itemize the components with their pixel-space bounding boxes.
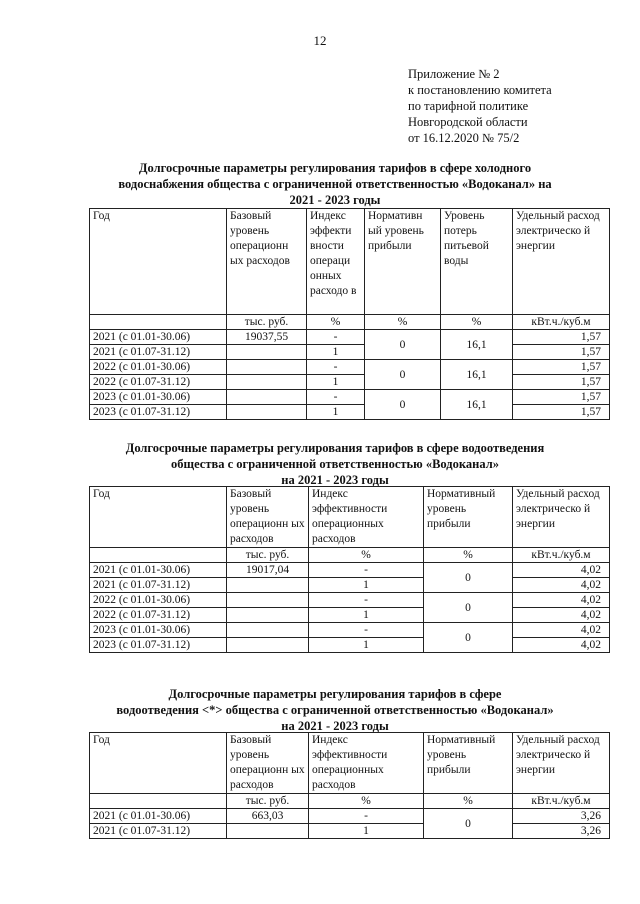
table-row — [90, 824, 610, 839]
energy-cell: 1,57 — [513, 345, 610, 360]
year-cell: 2023 (с 01.07-31.12) — [90, 405, 227, 420]
base-cell — [227, 360, 307, 375]
header-cell: Удельный расход электрическо й энергии — [513, 209, 610, 315]
table-row — [90, 405, 610, 420]
table2-header-row — [90, 487, 610, 548]
index-cell: - — [309, 623, 424, 638]
table-row — [90, 375, 610, 390]
table-row — [90, 345, 610, 360]
table-row — [90, 638, 610, 653]
unit-cell: % — [309, 548, 424, 563]
base-cell: 19017,04 — [227, 563, 309, 578]
year-cell: 2022 (с 01.07-31.12) — [90, 375, 227, 390]
index-cell: 1 — [309, 824, 424, 839]
energy-cell: 4,02 — [513, 623, 610, 638]
index-cell: 1 — [309, 608, 424, 623]
energy-cell: 1,57 — [513, 330, 610, 345]
year-cell: 2021 (с 01.01-30.06) — [90, 330, 227, 345]
approval-line: Новгородской области — [408, 115, 528, 129]
table-row — [90, 809, 610, 824]
base-cell — [227, 638, 309, 653]
approval-block — [408, 66, 552, 146]
unit-cell — [90, 315, 227, 330]
base-cell — [227, 375, 307, 390]
table3-units-row — [90, 794, 610, 809]
year-cell: 2022 (с 01.01-30.06) — [90, 360, 227, 375]
losses-cell: 16,1 — [441, 360, 513, 390]
base-cell — [227, 345, 307, 360]
unit-cell: кВт.ч./куб.м — [513, 548, 610, 563]
approval-line: к постановлению комитета — [408, 83, 552, 97]
year-cell: 2023 (с 01.01-30.06) — [90, 623, 227, 638]
year-cell: 2022 (с 01.07-31.12) — [90, 608, 227, 623]
unit-cell: кВт.ч./куб.м — [513, 794, 610, 809]
table-row — [90, 360, 610, 375]
header-cell: Удельный расход электрическо й энергии — [513, 487, 610, 548]
approval-line: по тарифной политике — [408, 99, 529, 113]
table3-title — [70, 686, 600, 734]
header-cell: Базовый уровень операционн ых расходов — [227, 209, 307, 315]
energy-cell: 4,02 — [513, 638, 610, 653]
title-line: Долгосрочные параметры регулирования тарифов в сфере холодного — [138, 161, 532, 175]
profit-cell: 0 — [365, 390, 441, 420]
header-cell: Индекс эффективности операционных расходов — [309, 487, 424, 548]
unit-cell — [90, 548, 227, 563]
base-cell — [227, 593, 309, 608]
index-cell: - — [307, 330, 365, 345]
title-line: Долгосрочные параметры регулирования тарифов в сфере водоотведения — [125, 441, 545, 455]
year-cell: 2023 (с 01.07-31.12) — [90, 638, 227, 653]
index-cell: - — [307, 360, 365, 375]
header-cell: Нормативный уровень прибыли — [424, 487, 513, 548]
header-cell: Нормативный уровень прибыли — [424, 733, 513, 794]
unit-cell: % — [365, 315, 441, 330]
profit-cell: 0 — [424, 563, 513, 593]
title-line: 2021 - 2023 годы — [289, 193, 381, 207]
table-row — [90, 330, 610, 345]
energy-cell: 1,57 — [513, 405, 610, 420]
energy-cell: 1,57 — [513, 360, 610, 375]
header-cell: Год — [90, 209, 227, 315]
title-line: на 2021 - 2023 годы — [281, 719, 389, 733]
title-line: общества с ограниченной ответственностью «Водоканал» — [171, 457, 499, 471]
index-cell: - — [307, 390, 365, 405]
table1-header-row — [90, 209, 610, 315]
unit-cell: % — [309, 794, 424, 809]
base-cell — [227, 390, 307, 405]
unit-cell: тыс. руб. — [227, 794, 309, 809]
table2-units-row — [90, 548, 610, 563]
unit-cell — [90, 794, 227, 809]
unit-cell: тыс. руб. — [227, 315, 307, 330]
base-cell — [227, 824, 309, 839]
unit-cell: % — [424, 548, 513, 563]
table-row — [90, 623, 610, 638]
table-row — [90, 608, 610, 623]
year-cell: 2023 (с 01.01-30.06) — [90, 390, 227, 405]
index-cell: 1 — [307, 405, 365, 420]
title-line: водоотведения <*> общества с ограниченной ответственностью «Водоканал» — [116, 703, 554, 717]
table1-title — [70, 160, 600, 208]
table-row — [90, 390, 610, 405]
header-cell: Индекс эффективности операционных расходов — [309, 733, 424, 794]
energy-cell: 1,57 — [513, 375, 610, 390]
profit-cell: 0 — [424, 593, 513, 623]
energy-cell: 3,26 — [513, 809, 610, 824]
energy-cell: 4,02 — [513, 593, 610, 608]
unit-cell: % — [441, 315, 513, 330]
header-cell: Удельный расход электрическо й энергии — [513, 733, 610, 794]
losses-cell: 16,1 — [441, 330, 513, 360]
index-cell: - — [309, 563, 424, 578]
unit-cell: % — [424, 794, 513, 809]
index-cell: - — [309, 593, 424, 608]
year-cell: 2021 (с 01.07-31.12) — [90, 824, 227, 839]
energy-cell: 1,57 — [513, 390, 610, 405]
losses-cell: 16,1 — [441, 390, 513, 420]
header-cell: Год — [90, 733, 227, 794]
unit-cell: % — [307, 315, 365, 330]
header-cell: Год — [90, 487, 227, 548]
approval-line: от 16.12.2020 № 75/2 — [408, 131, 520, 145]
unit-cell: тыс. руб. — [227, 548, 309, 563]
profit-cell: 0 — [424, 809, 513, 839]
table2-title — [70, 440, 600, 488]
profit-cell: 0 — [365, 330, 441, 360]
index-cell: 1 — [307, 345, 365, 360]
index-cell: 1 — [307, 375, 365, 390]
approval-line: Приложение № 2 — [408, 67, 500, 81]
energy-cell: 3,26 — [513, 824, 610, 839]
table3 — [89, 732, 610, 839]
index-cell: 1 — [309, 638, 424, 653]
energy-cell: 4,02 — [513, 608, 610, 623]
title-line: на 2021 - 2023 годы — [281, 473, 389, 487]
header-cell: Уровень потерь питьевой воды — [441, 209, 513, 315]
profit-cell: 0 — [365, 360, 441, 390]
unit-cell: кВт.ч./куб.м — [513, 315, 610, 330]
table1-units-row — [90, 315, 610, 330]
table-row — [90, 563, 610, 578]
base-cell — [227, 405, 307, 420]
header-cell: Базовый уровень операционн ых расходов — [227, 733, 309, 794]
header-cell: Базовый уровень операционн ых расходов — [227, 487, 309, 548]
title-line: Долгосрочные параметры регулирования тарифов в сфере — [168, 687, 502, 701]
year-cell: 2022 (с 01.01-30.06) — [90, 593, 227, 608]
year-cell: 2021 (с 01.01-30.06) — [90, 563, 227, 578]
table-row — [90, 578, 610, 593]
base-cell — [227, 578, 309, 593]
profit-cell: 0 — [424, 623, 513, 653]
header-cell: Нормативн ый уровень прибыли — [365, 209, 441, 315]
page-number: 12 — [313, 33, 327, 48]
energy-cell: 4,02 — [513, 578, 610, 593]
index-cell: - — [309, 809, 424, 824]
base-cell — [227, 608, 309, 623]
table3-header-row — [90, 733, 610, 794]
title-line: водоснабжения общества с ограниченной ответственностью «Водоканал» на — [118, 177, 552, 191]
base-cell: 663,03 — [227, 809, 309, 824]
index-cell: 1 — [309, 578, 424, 593]
table-row — [90, 593, 610, 608]
year-cell: 2021 (с 01.01-30.06) — [90, 809, 227, 824]
year-cell: 2021 (с 01.07-31.12) — [90, 345, 227, 360]
table1 — [89, 208, 610, 420]
base-cell — [227, 623, 309, 638]
energy-cell: 4,02 — [513, 563, 610, 578]
header-cell: Индекс эффекти вности операци онных расходо в — [307, 209, 365, 315]
table2 — [89, 486, 610, 653]
base-cell: 19037,55 — [227, 330, 307, 345]
year-cell: 2021 (с 01.07-31.12) — [90, 578, 227, 593]
